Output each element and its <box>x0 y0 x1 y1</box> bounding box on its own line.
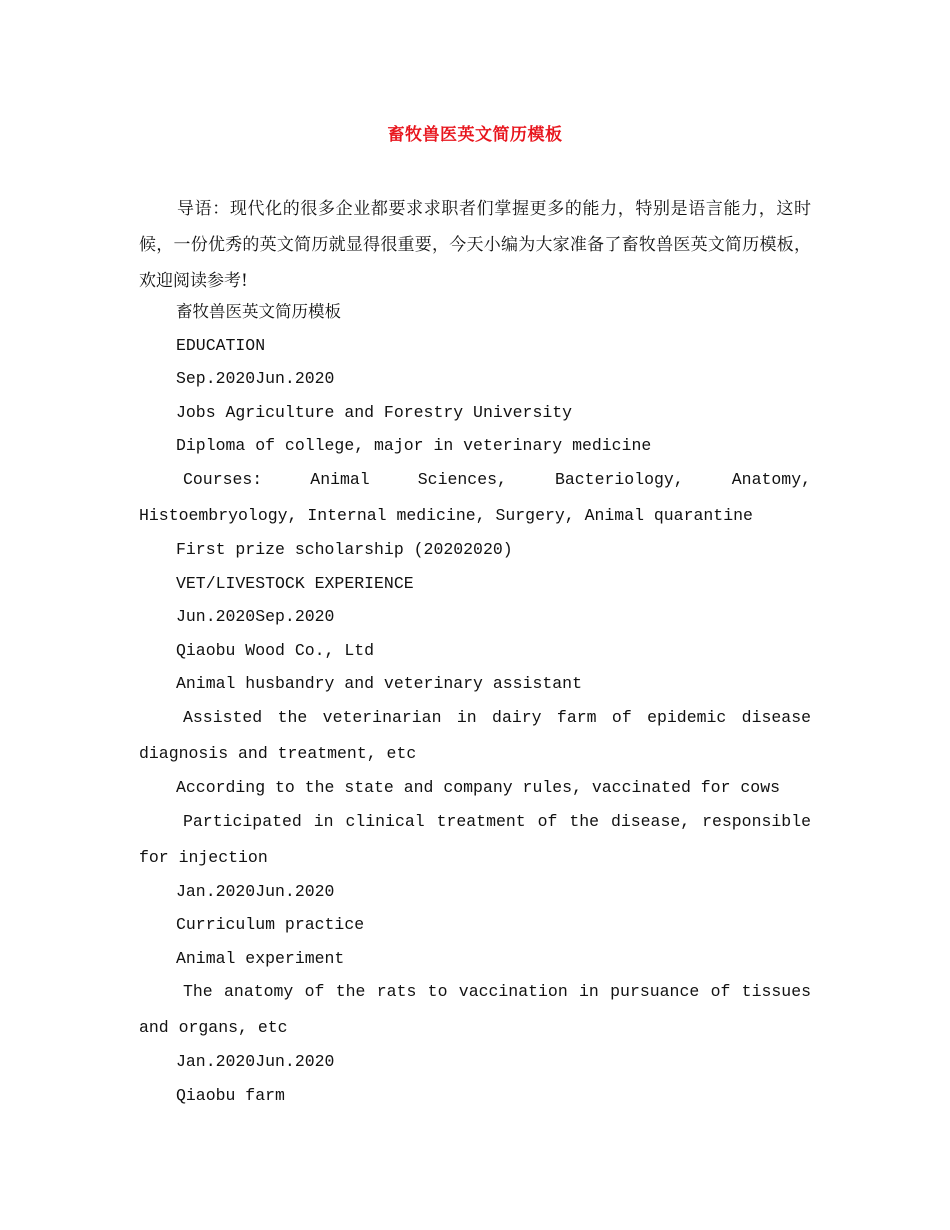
practice-title: Curriculum practice <box>176 915 365 935</box>
duty-paragraph: Participated in clinical treatment of the disease, responsible for injection <box>139 811 811 867</box>
diploma-line: Diploma of college, major in veterinary medicine <box>176 436 652 456</box>
practice-subtitle: Animal experiment <box>176 948 345 968</box>
farm-name: Qiaobu farm <box>176 1085 285 1105</box>
scholarship-line: First prize scholarship (20202020) <box>176 539 513 559</box>
resume-heading: 畜牧兽医英文简历模板 <box>176 302 341 321</box>
section-heading-experience: VET/LIVESTOCK EXPERIENCE <box>176 573 414 593</box>
practice-date-range: Jan.2020Jun.2020 <box>176 881 335 901</box>
duty-line: According to the state and company rules, vaccinated for cows <box>176 777 780 797</box>
document-title: 畜牧兽医英文简历模板 <box>387 125 563 145</box>
courses-paragraph: Courses: Animal Sciences, Bacteriology, Anatomy, Histoembryology, Internal medicine, Surgery, Animal quarantine <box>139 469 811 525</box>
section-heading-education: EDUCATION <box>176 335 266 355</box>
intro-paragraph: 导语：现代化的很多企业都要求求职者们掌握更多的能力，特别是语言能力，这时候，一份优秀的英文简历就显得很重要，今天小编为大家准备了畜牧兽医英文简历模板，欢迎阅读参考! <box>139 199 811 291</box>
company-name: Qiaobu Wood Co., Ltd <box>176 640 375 660</box>
job-title: Animal husbandry and veterinary assistant <box>176 674 582 694</box>
farm-date-range: Jan.2020Jun.2020 <box>176 1052 335 1072</box>
education-date-range: Sep.2020Jun.2020 <box>176 369 335 389</box>
resume-body <box>139 295 811 1113</box>
experience-date-range: Jun.2020Sep.2020 <box>176 607 335 627</box>
university-name: Jobs Agriculture and Forestry University <box>176 402 573 422</box>
duty-paragraph: Assisted the veterinarian in dairy farm of epidemic disease diagnosis and treatment, etc <box>139 707 811 763</box>
practice-paragraph: The anatomy of the rats to vaccination in pursuance of tissues and organs, etc <box>139 982 811 1038</box>
